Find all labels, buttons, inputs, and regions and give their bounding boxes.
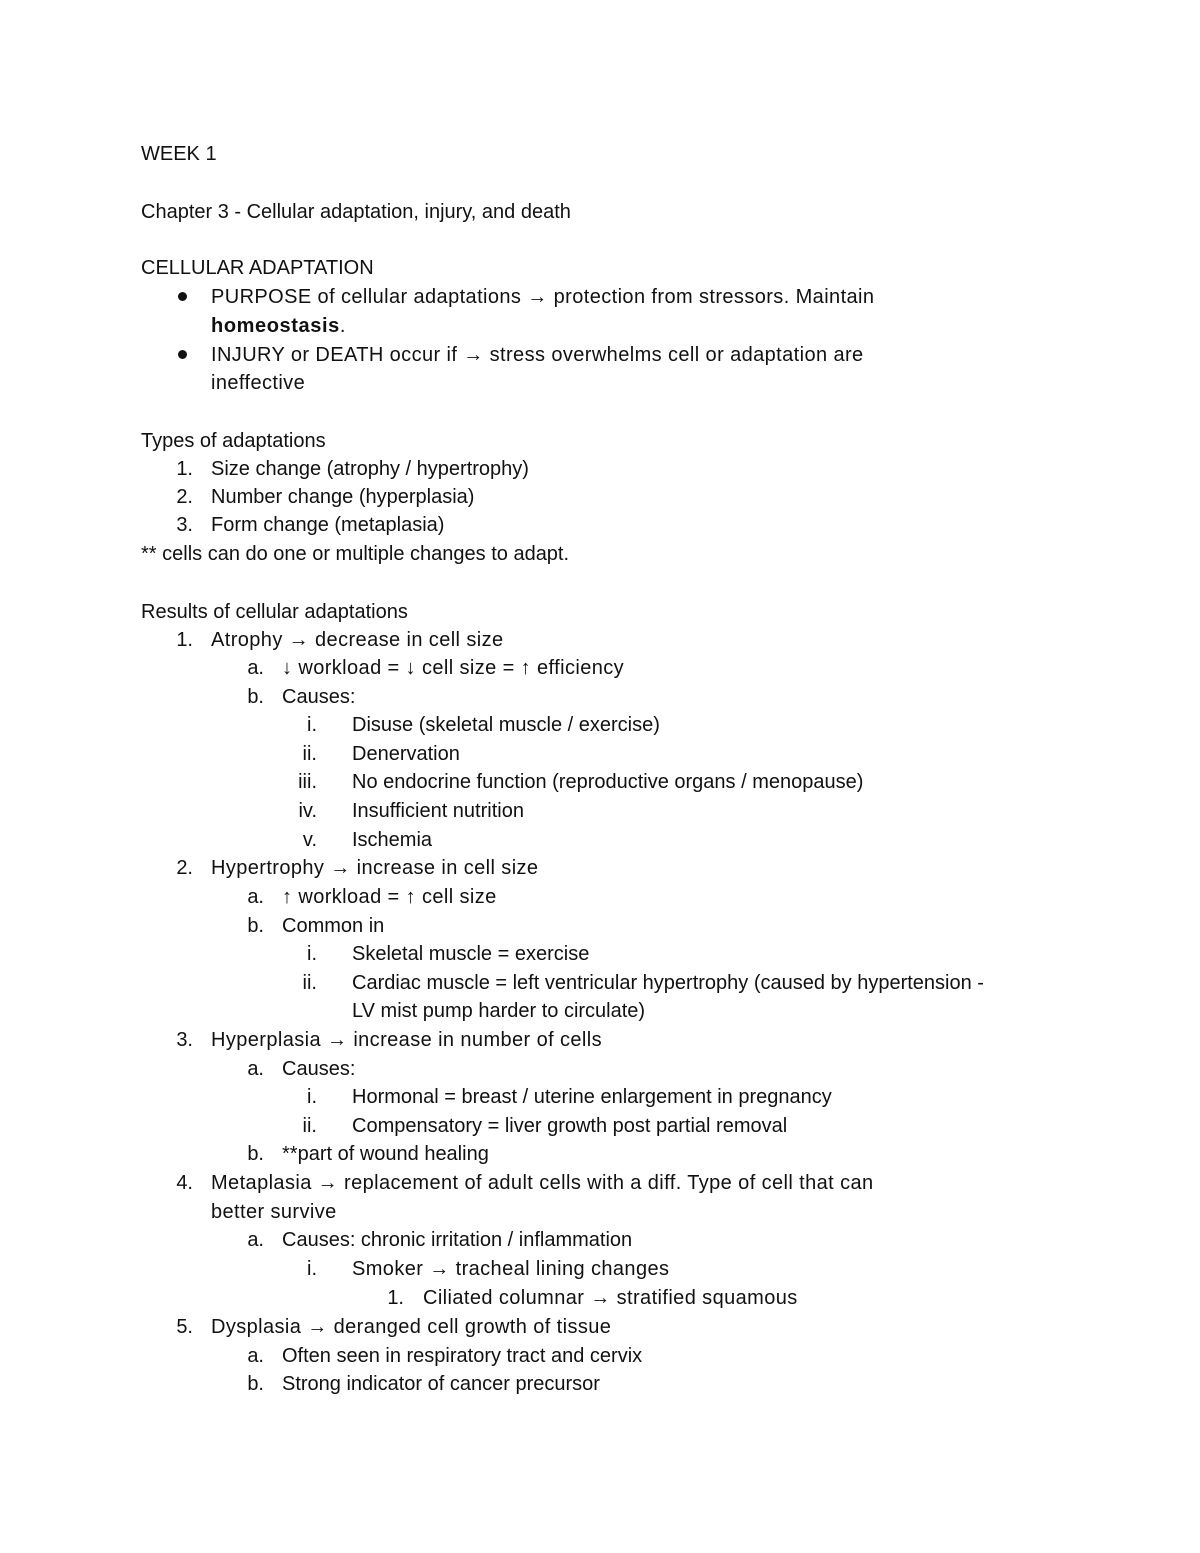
- hyperplasia-title: Hyperplasia → increase in number of cells: [211, 1029, 603, 1051]
- list-marker: iii.: [298, 771, 317, 793]
- section-heading: CELLULAR ADAPTATION: [141, 257, 374, 279]
- atrophy-title: Atrophy → decrease in cell size: [211, 629, 504, 651]
- list-marker: a.: [247, 1058, 264, 1080]
- list-marker: b.: [247, 915, 264, 937]
- list-marker: b.: [247, 1373, 264, 1395]
- list-marker: ii.: [302, 743, 317, 765]
- hyperplasia-item-i: Hormonal = breast / uterine enlargement in pregnancy: [352, 1086, 832, 1108]
- list-marker: 4.: [176, 1172, 193, 1194]
- list-marker: ii.: [302, 972, 317, 994]
- hypertrophy-item-ii: Cardiac muscle = left ventricular hypertrophy (caused by hypertension -: [352, 972, 984, 994]
- hypertrophy-item-a: ↑ workload = ↑ cell size: [282, 886, 497, 908]
- metaplasia-title-continuation: better survive: [211, 1201, 337, 1223]
- list-marker: 2.: [176, 486, 193, 508]
- list-marker: i.: [307, 1086, 317, 1108]
- list-marker: 5.: [176, 1316, 193, 1338]
- list-marker: 1.: [387, 1287, 404, 1309]
- injury-bullet-text: INJURY or DEATH occur if → stress overwhelms cell or adaptation are: [211, 344, 864, 366]
- purpose-bullet-text: PURPOSE of cellular adaptations → protection from stressors. Maintain: [211, 286, 875, 308]
- dysplasia-item-a: Often seen in respiratory tract and cervix: [282, 1345, 643, 1367]
- chapter-title: Chapter 3 - Cellular adaptation, injury, and death: [141, 201, 571, 223]
- list-marker: b.: [247, 1143, 264, 1165]
- list-marker: 1.: [176, 629, 193, 651]
- atrophy-cause: No endocrine function (reproductive organs / menopause): [352, 771, 864, 793]
- type-item: Size change (atrophy / hypertrophy): [211, 458, 529, 480]
- hyperplasia-item-b: **part of wound healing: [282, 1143, 489, 1165]
- list-marker: 3.: [176, 514, 193, 536]
- list-marker: a.: [247, 1345, 264, 1367]
- list-marker: 3.: [176, 1029, 193, 1051]
- dysplasia-item-b: Strong indicator of cancer precursor: [282, 1373, 600, 1395]
- bullet-icon: [178, 350, 187, 359]
- hyperplasia-item-a: Causes:: [282, 1058, 356, 1080]
- atrophy-cause: Denervation: [352, 743, 460, 765]
- list-marker: a.: [247, 657, 264, 679]
- hypertrophy-item-i: Skeletal muscle = exercise: [352, 943, 590, 965]
- week-title: WEEK 1: [141, 143, 217, 165]
- list-marker: i.: [307, 1258, 317, 1280]
- list-marker: b.: [247, 686, 264, 708]
- type-item: Form change (metaplasia): [211, 514, 445, 536]
- metaplasia-item-i: Smoker → tracheal lining changes: [352, 1258, 670, 1280]
- types-note: ** cells can do one or multiple changes to adapt.: [141, 543, 570, 565]
- dysplasia-title: Dysplasia → deranged cell growth of tissue: [211, 1316, 612, 1338]
- list-marker: 2.: [176, 857, 193, 879]
- homeostasis-term: homeostasis: [211, 315, 340, 337]
- metaplasia-subitem-1: Ciliated columnar → stratified squamous: [423, 1287, 798, 1309]
- atrophy-item-b: Causes:: [282, 686, 356, 708]
- atrophy-item-a: ↓ workload = ↓ cell size = ↑ efficiency: [282, 657, 625, 679]
- atrophy-cause: Insufficient nutrition: [352, 800, 524, 822]
- hypertrophy-title: Hypertrophy → increase in cell size: [211, 857, 539, 879]
- list-marker: iv.: [298, 800, 317, 822]
- list-marker: i.: [307, 943, 317, 965]
- bullet-icon: [178, 292, 187, 301]
- hyperplasia-item-ii: Compensatory = liver growth post partial removal: [352, 1115, 788, 1137]
- injury-bullet-continuation: ineffective: [211, 372, 306, 394]
- results-heading: Results of cellular adaptations: [141, 601, 408, 623]
- atrophy-cause: Disuse (skeletal muscle / exercise): [352, 714, 660, 736]
- types-heading: Types of adaptations: [141, 430, 326, 452]
- list-marker: i.: [307, 714, 317, 736]
- list-marker: ii.: [302, 1115, 317, 1137]
- hypertrophy-item-ii-continuation: LV mist pump harder to circulate): [352, 1000, 646, 1022]
- type-item: Number change (hyperplasia): [211, 486, 475, 508]
- atrophy-cause: Ischemia: [352, 829, 433, 851]
- metaplasia-item-a: Causes: chronic irritation / inflammation: [282, 1229, 633, 1251]
- hypertrophy-item-b: Common in: [282, 915, 385, 937]
- list-marker: a.: [247, 1229, 264, 1251]
- list-marker: v.: [302, 829, 317, 851]
- list-marker: a.: [247, 886, 264, 908]
- purpose-bullet-continuation: homeostasis.: [211, 315, 346, 337]
- list-marker: 1.: [176, 458, 193, 480]
- metaplasia-title: Metaplasia → replacement of adult cells with a diff. Type of cell that can: [211, 1172, 874, 1194]
